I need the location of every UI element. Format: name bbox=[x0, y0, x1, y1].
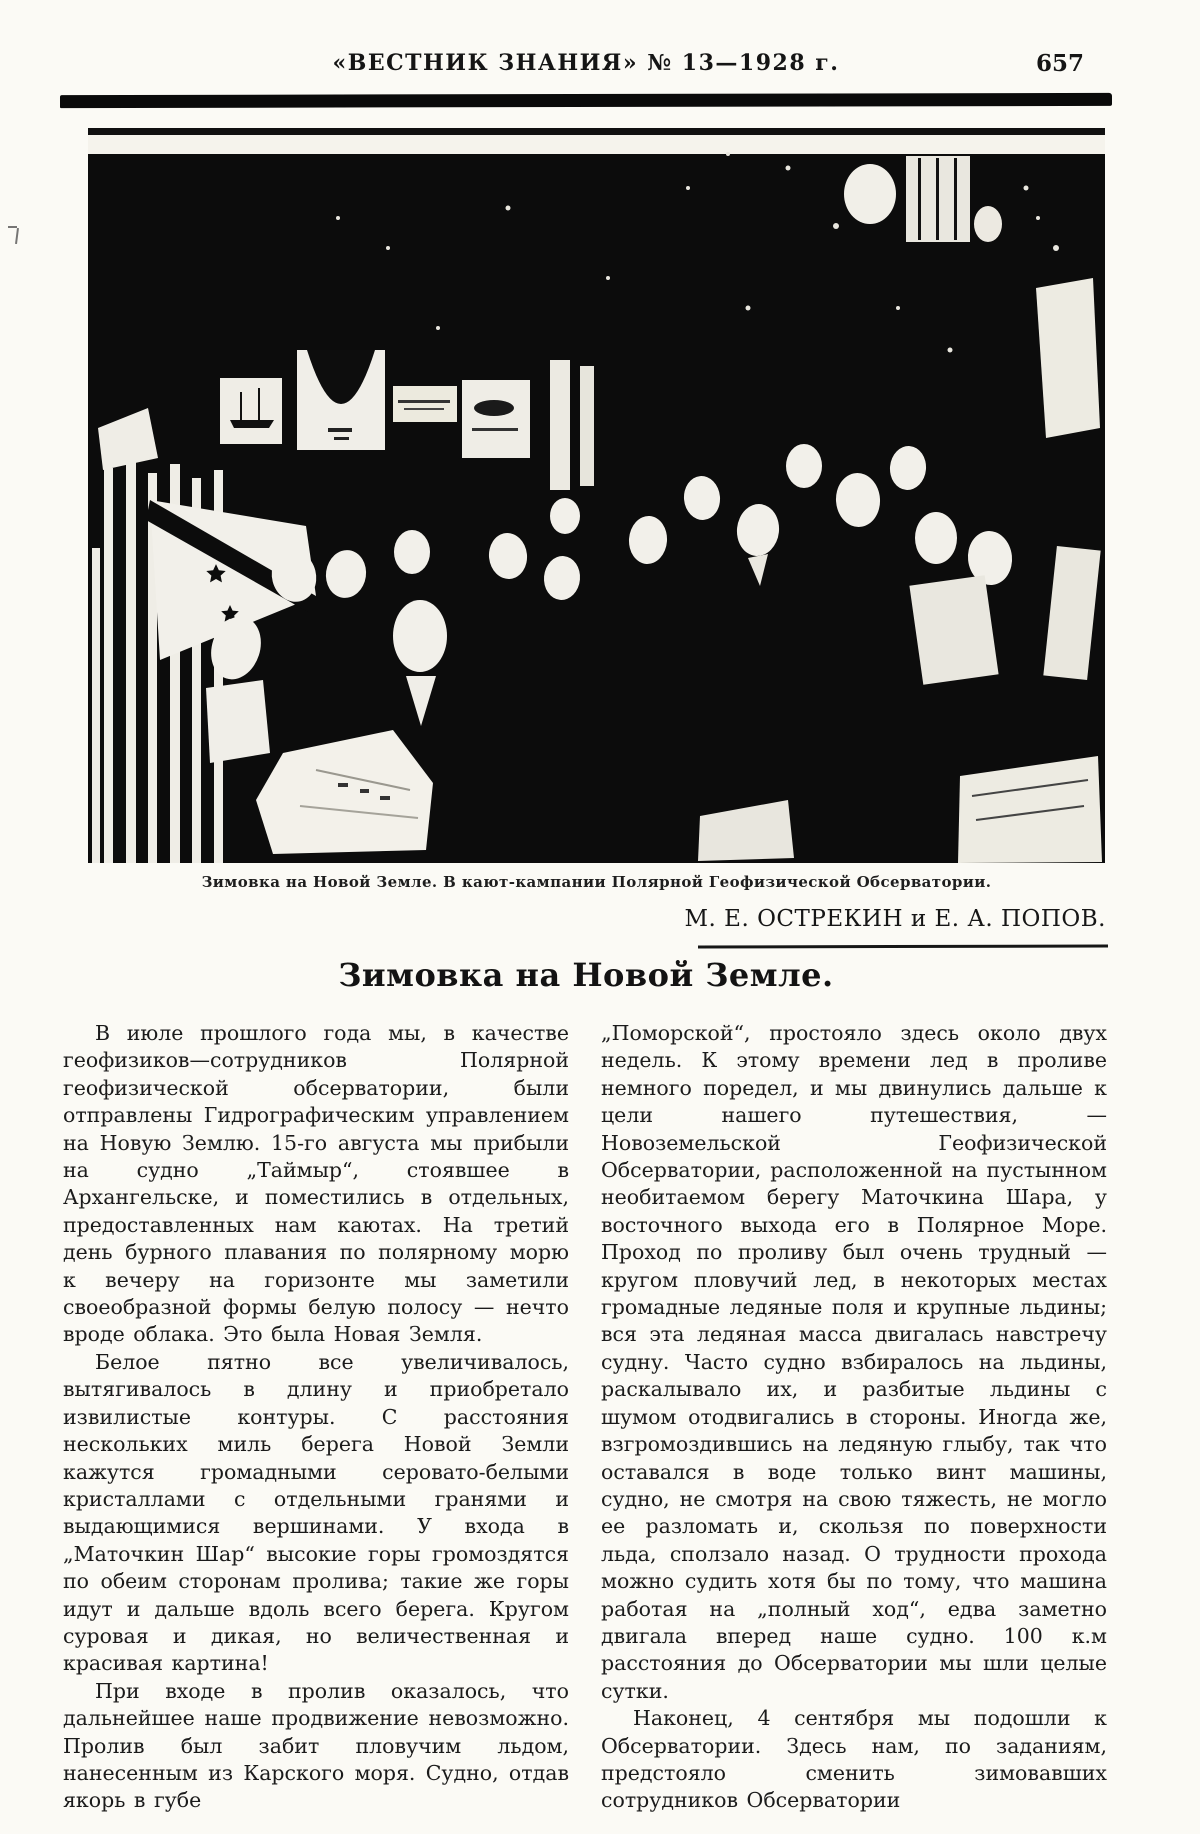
paragraph: Белое пятно все увеличивалось, вытягивалось в длину и приобретало извилистые контуры. С расстояния нескольких миль берега Новой Земли кажутся громадными серовато-белыми кристаллами с отдельными гранями и выдающимися вершинами. У входа в „Маточкин Шар“ высокие горы громоздятся по обеим сторонам пролива; такие же горы идут и дальше вдоль всего берега. Кругом суровая и дикая, но величественная и красивая картина! bbox=[63, 1349, 569, 1676]
photo-caption: Зимовка на Новой Земле. В кают-кампании Полярной Геофизической Обсерватории. bbox=[201, 873, 992, 891]
article-byline: М. Е. ОСТРЕКИН и Е. А. ПОПОВ. bbox=[684, 906, 1106, 932]
journal-title: «ВЕСТНИК ЗНАНИЯ» № 13—1928 г. bbox=[332, 50, 840, 76]
page-header bbox=[60, 50, 1112, 82]
article-title: Зимовка на Новой Земле. bbox=[338, 956, 834, 994]
paragraph: Наконец, 4 сентября мы подошли к Обсерватории. Здесь нам, по заданиям, предстояло сменить зимовавших сотрудников Обсерватории bbox=[601, 1706, 1107, 1813]
paragraph: В июле прошлого года мы, в качестве геофизиков—сотрудников Полярной геофизической обсерватории, были отправлены Гидрографическим управлением на Новую Землю. 15-го августа мы прибыли на судно „Таймыр“, стоявшее в Архангельске, и поместились в отдельных, предоставленных нам каютах. На третий день бурного плавания по полярному морю к вечеру на горизонте мы заметили своеобразной формы белую полосу — нечто вроде облака. Это была Новая Земля. bbox=[63, 1021, 569, 1347]
paragraph: „Поморской“, простояло здесь около двух недель. К этому времени лед в проливе немного поредел, и мы двинулись дальше к цели нашего путешествия, — Новоземельской Геофизической Обсерватории, расположенной на пустынном необитаемом берегу Маточкина Шара, у восточного выхода его в Полярное Море. Проход по проливу был очень трудный — кругом пловучий лед, в некоторых местах громадные ледяные поля и крупные льдины; вся эта ледяная масса двигалась навстречу судну. Часто судно взбиралось на льдины, раскалывало их, и разбитые льдины с шумом отодвигались в стороны. Иногда же, взгромоздившись на ледяную глыбу, так что оставался в воде только винт машины, судно, не смотря на свою тяжесть, не могло ее разломать и, скользя по поверхности льда, сползало назад. О трудности прохода можно судить хотя бы по тому, что машина работая на „полный ход“, едва заметно двигала вперед наше судно. 100 к.м расстояния до Обсерватории мы шли целые сутки. bbox=[601, 1021, 1107, 1703]
page-number: 657 bbox=[1035, 50, 1084, 77]
byline-rule bbox=[698, 944, 1108, 948]
header-rule bbox=[60, 93, 1112, 108]
margin-pencil-mark bbox=[8, 224, 24, 246]
left-column bbox=[63, 1020, 569, 1815]
paragraph: При входе в пролив оказалось, что дальнейшее наше продвижение невозможно. Пролив был забит пловучим льдом, нанесенным из Карского моря. Судно, отдав якорь в губе bbox=[63, 1678, 569, 1813]
article-body bbox=[63, 1020, 1107, 1815]
expedition-photo bbox=[88, 128, 1105, 863]
right-column bbox=[601, 1020, 1107, 1815]
